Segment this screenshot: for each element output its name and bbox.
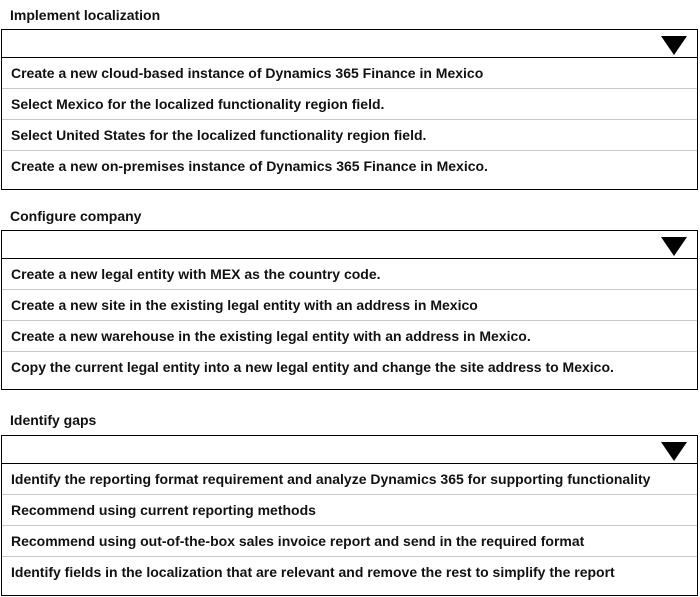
dropdown-option[interactable]: Recommend using out-of-the-box sales invoice report and send in the required format (2, 526, 697, 557)
dropdown-header[interactable] (2, 231, 697, 259)
dropdown-header[interactable] (2, 436, 697, 464)
dropdown-option[interactable]: Create a new legal entity with MEX as the country code. (2, 259, 697, 290)
dropdown-option[interactable]: Copy the current legal entity into a new legal entity and change the site address to Mexico. (11, 359, 614, 375)
section-title: Implement localization (10, 7, 161, 23)
dropdown-option[interactable]: Select United States for the localized functionality region field. (2, 120, 697, 151)
identify-gaps-dropdown[interactable] (1, 435, 698, 596)
section-title: Identify gaps (10, 412, 97, 428)
configure-company-dropdown[interactable] (1, 230, 698, 390)
dropdown-option[interactable]: Create a new cloud-based instance of Dynamics 365 Finance in Mexico (2, 58, 697, 89)
section-title: Configure company (10, 208, 142, 224)
dropdown-option[interactable]: Recommend using current reporting methods (2, 495, 697, 526)
chevron-down-icon[interactable] (661, 36, 687, 55)
dropdown-option[interactable]: Identify the reporting format requirement and analyze Dynamics 365 for supporting functionality (2, 464, 697, 495)
dropdown-option[interactable]: Identify fields in the localization that are relevant and remove the rest to simplify the report (11, 564, 615, 580)
implement-localization-dropdown[interactable] (1, 29, 698, 190)
dropdown-option[interactable]: Create a new warehouse in the existing legal entity with an address in Mexico. (2, 321, 697, 352)
chevron-down-icon[interactable] (661, 237, 687, 256)
dropdown-header[interactable] (2, 30, 697, 58)
chevron-down-icon[interactable] (661, 442, 687, 461)
dropdown-option[interactable]: Create a new site in the existing legal entity with an address in Mexico (2, 290, 697, 321)
dropdown-option[interactable]: Select Mexico for the localized functionality region field. (2, 89, 697, 120)
dropdown-option[interactable]: Create a new on-premises instance of Dynamics 365 Finance in Mexico. (11, 158, 488, 174)
